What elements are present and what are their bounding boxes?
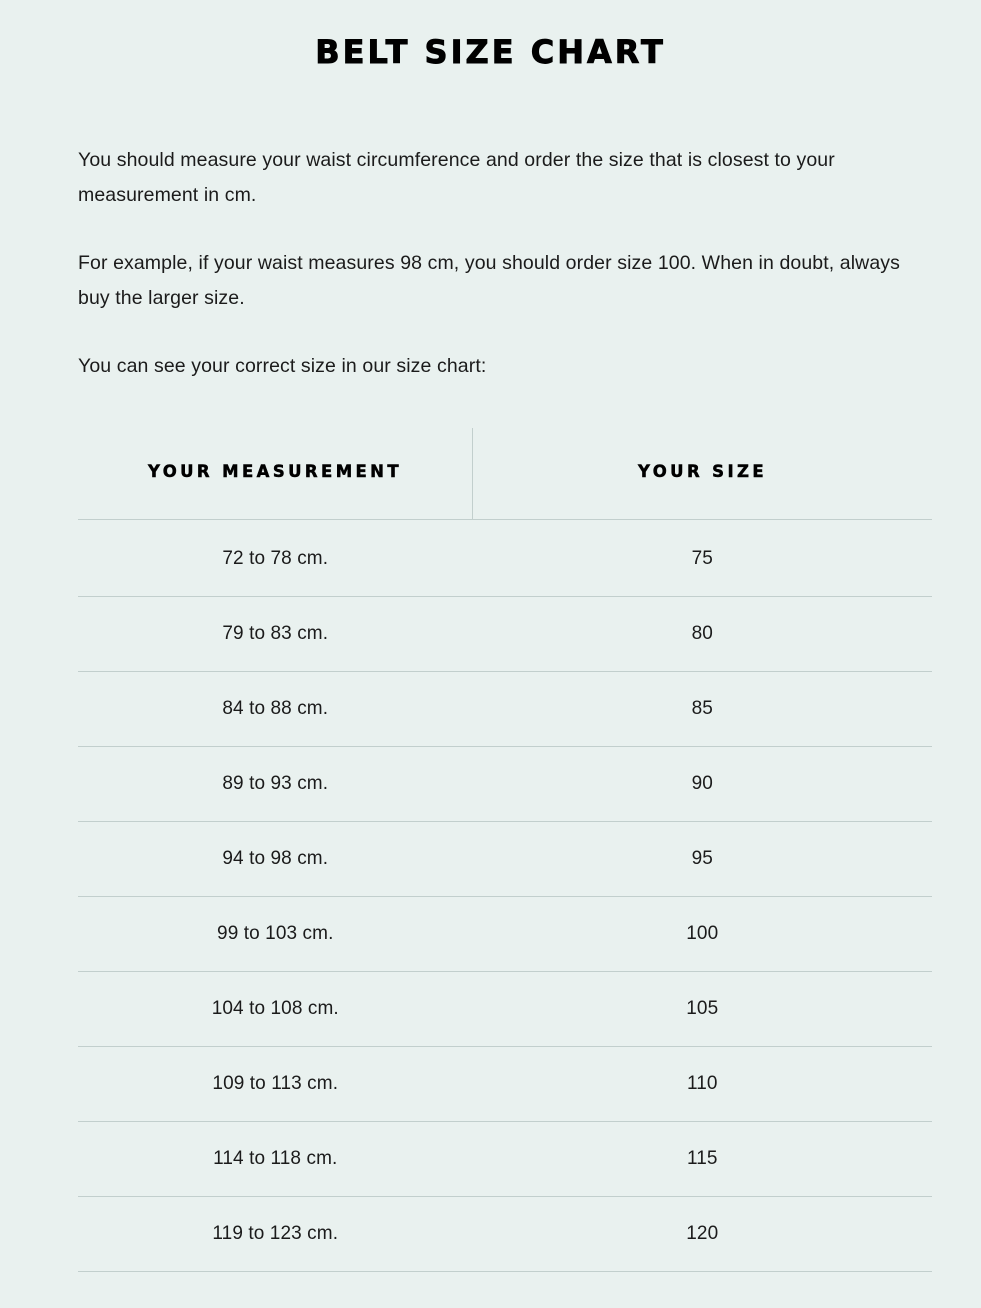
cell-measurement: 84 to 88 cm. bbox=[78, 672, 473, 747]
intro-paragraph-2: For example, if your waist measures 98 cm, you should order size 100. When in doubt, always buy the larger size. bbox=[78, 252, 900, 309]
table-header bbox=[78, 428, 932, 520]
cell-measurement: 72 to 78 cm. bbox=[78, 520, 473, 597]
table-row bbox=[78, 597, 932, 672]
cell-size: 80 bbox=[473, 597, 933, 672]
table-row bbox=[78, 1122, 932, 1197]
cell-size: 110 bbox=[473, 1047, 933, 1122]
cell-size: 115 bbox=[473, 1122, 933, 1197]
cell-size: 75 bbox=[473, 520, 933, 597]
cell-measurement: 119 to 123 cm. bbox=[78, 1197, 473, 1272]
table-row bbox=[78, 897, 932, 972]
intro-text-block bbox=[0, 143, 981, 384]
column-header-measurement: YOUR MEASUREMENT bbox=[78, 428, 473, 520]
table-row bbox=[78, 520, 932, 597]
cell-measurement: 94 to 98 cm. bbox=[78, 822, 473, 897]
intro-paragraph-1: You should measure your waist circumference and order the size that is closest to your measurement in cm. bbox=[78, 149, 835, 206]
cell-size: 120 bbox=[473, 1197, 933, 1272]
cell-measurement: 79 to 83 cm. bbox=[78, 597, 473, 672]
cell-size: 95 bbox=[473, 822, 933, 897]
table-body bbox=[78, 520, 932, 1272]
table-row bbox=[78, 972, 932, 1047]
size-chart-table bbox=[78, 428, 932, 1272]
table-header-row bbox=[78, 428, 932, 520]
table-row bbox=[78, 822, 932, 897]
table-row bbox=[78, 1197, 932, 1272]
cell-size: 90 bbox=[473, 747, 933, 822]
cell-size: 100 bbox=[473, 897, 933, 972]
table-row bbox=[78, 1047, 932, 1122]
column-header-size: YOUR SIZE bbox=[473, 428, 933, 520]
intro-paragraph-3: You can see your correct size in our size chart: bbox=[78, 355, 487, 377]
size-chart-table-wrapper bbox=[78, 428, 903, 1272]
cell-measurement: 99 to 103 cm. bbox=[78, 897, 473, 972]
page-title: BELT SIZE CHART bbox=[315, 33, 666, 71]
cell-size: 105 bbox=[473, 972, 933, 1047]
cell-measurement: 89 to 93 cm. bbox=[78, 747, 473, 822]
cell-measurement: 114 to 118 cm. bbox=[78, 1122, 473, 1197]
table-row bbox=[78, 747, 932, 822]
cell-size: 85 bbox=[473, 672, 933, 747]
cell-measurement: 104 to 108 cm. bbox=[78, 972, 473, 1047]
table-row bbox=[78, 672, 932, 747]
cell-measurement: 109 to 113 cm. bbox=[78, 1047, 473, 1122]
